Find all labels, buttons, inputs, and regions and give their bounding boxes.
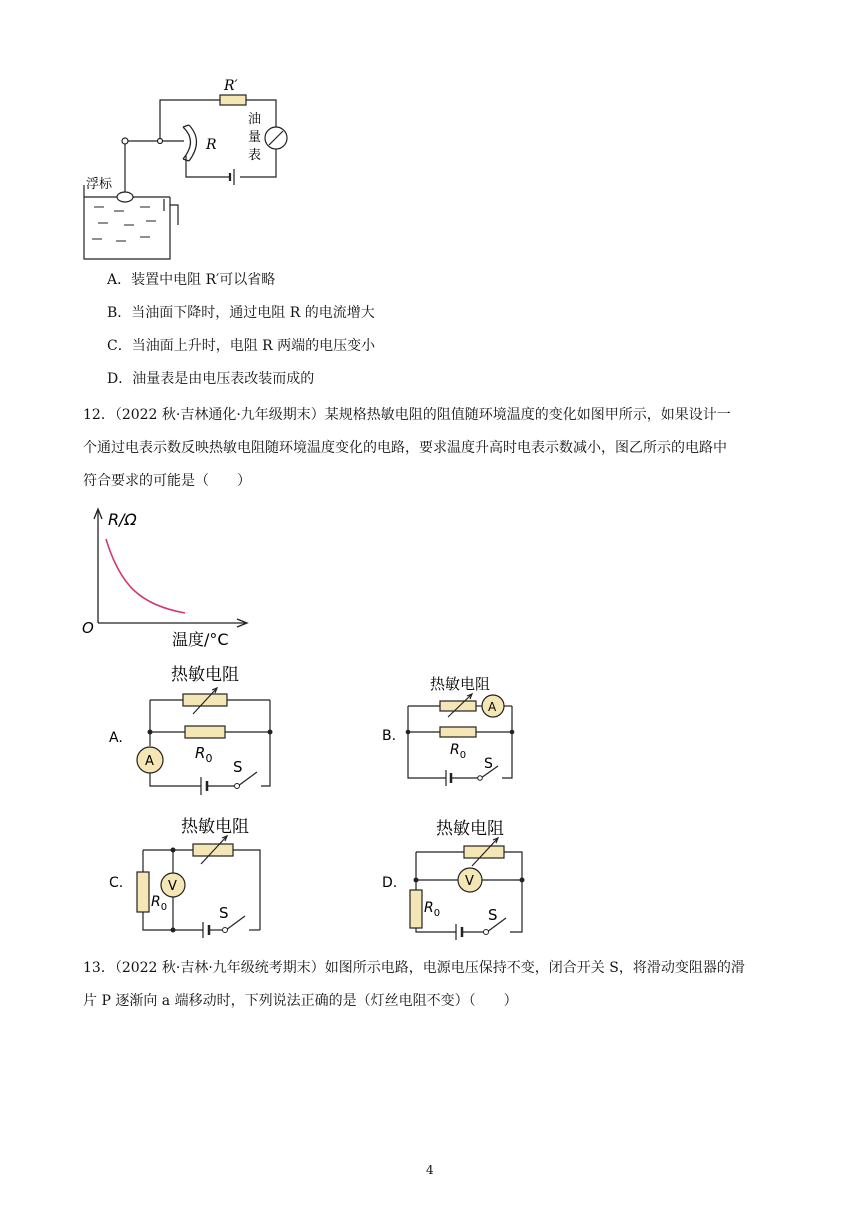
circuit-d-letter: D. xyxy=(382,875,398,891)
circuit-d-thermistor-label: 热敏电阻 xyxy=(436,819,504,839)
r-label: R xyxy=(206,137,217,153)
q13-line-1: 13．（2022 秋·吉林·九年级统考期末）如图所示电路，电源电压保持不变，闭合开关 S，将滑动变阻器的滑 xyxy=(83,960,745,976)
circuit-b xyxy=(378,670,528,795)
resistance-temperature-graph xyxy=(80,505,260,653)
option-b xyxy=(107,303,375,323)
circuit-c-letter: C. xyxy=(109,875,124,891)
circuit-a-thermistor-label: 热敏电阻 xyxy=(171,665,239,685)
meter-label-3: 表 xyxy=(248,148,262,163)
option-a-text: 装置中电阻 R′可以省略 xyxy=(131,272,276,288)
meter-label-2: 量 xyxy=(248,130,262,145)
option-d-letter: D． xyxy=(107,371,133,387)
q13-line-2: 片 P 逐渐向 a 端移动时，下列说法正确的是（灯丝电阻不变）（ ） xyxy=(83,993,518,1009)
page-number: 4 xyxy=(426,1163,434,1177)
resistance-curve xyxy=(106,539,185,613)
option-a xyxy=(107,270,275,290)
r-prime-label: R′ xyxy=(224,78,238,94)
circuit-a-ammeter-label: A xyxy=(145,754,154,769)
circuit-d-voltmeter-label: V xyxy=(465,874,474,889)
meter-label-1: 油 xyxy=(248,112,262,127)
circuit-c-thermistor-label: 热敏电阻 xyxy=(181,817,249,837)
graph-ylabel: R/Ω xyxy=(108,510,137,529)
option-b-letter: B． xyxy=(107,305,132,321)
graph-xlabel: 温度/°C xyxy=(172,630,229,649)
circuit-b-letter: B. xyxy=(382,728,397,744)
option-c-letter: C． xyxy=(107,338,132,354)
circuit-a-switch-label: S xyxy=(233,758,243,776)
circuit-b-thermistor-label: 热敏电阻 xyxy=(430,675,491,693)
circuit-c-voltmeter-label: V xyxy=(168,879,177,894)
circuit-a xyxy=(105,660,285,795)
circuit-d-r0-label: $R_0$ xyxy=(424,900,441,919)
option-d-text: 油量表是由电压表改装而成的 xyxy=(132,371,315,387)
circuit-a-letter: A. xyxy=(109,730,123,746)
circuit-d-switch-label: S xyxy=(488,906,498,924)
q12-line-1: 12．（2022 秋·吉林通化·九年级期末）某规格热敏电阻的阻值随环境温度的变化如图甲所示，如果设计一 xyxy=(83,407,731,423)
circuit-c xyxy=(105,812,275,942)
option-c-text: 当油面上升时，电阻 R 两端的电压变小 xyxy=(131,338,376,354)
circuit-d xyxy=(378,812,538,942)
circuit-b-switch-label: S xyxy=(484,756,493,772)
option-a-letter: A． xyxy=(107,272,132,288)
q12-line-3: 符合要求的可能是（ ） xyxy=(83,473,251,489)
oil-gauge-figure xyxy=(80,75,310,265)
float-label: 浮标 xyxy=(86,177,113,192)
circuit-a-r0-label: $R_0$ xyxy=(195,744,213,765)
graph-origin: O xyxy=(82,619,94,637)
option-c xyxy=(107,336,375,356)
circuit-b-r0-label: $R_0$ xyxy=(450,742,467,761)
option-d xyxy=(107,369,314,389)
circuit-c-r0-label: $R_0$ xyxy=(151,894,168,913)
option-b-text: 当油面下降时，通过电阻 R 的电流增大 xyxy=(131,305,375,321)
q12-line-2: 个通过电表示数反映热敏电阻随环境温度变化的电路，要求温度升高时电表示数减小，图乙所示的电路中 xyxy=(83,440,727,456)
circuit-c-switch-label: S xyxy=(219,904,229,922)
circuit-b-ammeter-label: A xyxy=(488,700,497,714)
